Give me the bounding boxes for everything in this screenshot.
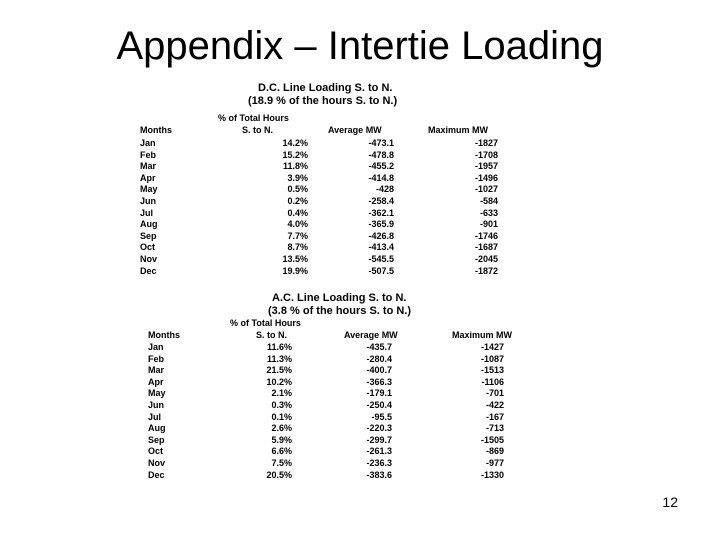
table-row [140,219,520,231]
table-row [146,400,546,412]
cell-avg: -400.7 [366,365,392,376]
cell-month: Jul [140,207,154,218]
cell-avg: -478.8 [368,149,394,160]
cell-avg: -365.9 [368,219,394,230]
cell-pct: 0.5% [287,184,308,195]
cell-max: -977 [485,458,504,468]
cell-month: Dec [148,469,165,480]
cell-pct: 14.2% [282,138,308,148]
table-row [140,150,520,162]
cell-max: -422 [485,400,504,410]
table-row [146,342,546,354]
cell-pct: 13.5% [282,254,308,264]
cell-pct: 15.2% [282,149,308,160]
cell-month: Oct [140,242,156,253]
cell-month: Sep [140,230,157,241]
cell-max: -1687 [474,242,498,253]
cell-month: Jan [140,138,156,148]
cell-avg: -280.4 [366,353,392,364]
ac-loading-table [146,290,546,490]
table-row [146,446,546,458]
cell-month: Nov [148,458,166,468]
cell-pct: 8.7% [287,242,308,253]
cell-avg: -258.4 [368,196,394,206]
cell-pct: 7.5% [271,458,292,468]
table-row [146,423,546,435]
table-row [140,161,520,173]
cell-pct: 7.7% [287,230,308,241]
cell-pct: 3.9% [287,172,308,183]
cell-pct: 5.9% [271,434,292,445]
cell-max: -167 [485,411,504,422]
cell-max: -1957 [474,161,498,172]
cell-pct: 11.3% [266,353,292,364]
cell-max: -1513 [480,365,504,376]
cell-pct: 0.4% [287,207,308,218]
cell-avg: -507.5 [368,265,394,276]
table-row [146,354,546,366]
cell-avg: -455.2 [368,161,394,172]
dc-max-header: Maximum MW [428,125,489,135]
cell-avg: -250.4 [366,400,392,410]
cell-avg: -428 [375,184,394,195]
cell-max: -1087 [480,353,504,364]
cell-max: -1027 [474,184,498,195]
cell-month: May [148,388,166,399]
ac-pct-header-line2: S. to N. [256,330,287,340]
cell-avg: -299.7 [366,434,392,445]
table-row [146,458,546,470]
cell-pct: 0.3% [271,400,292,410]
dc-table-subtitle: (18.9 % of the hours S. to N.) [248,95,398,107]
cell-avg: -179.1 [366,388,392,399]
table-row [146,412,546,424]
cell-avg: -426.8 [368,230,394,241]
cell-pct: 11.8% [282,161,308,172]
cell-month: Jul [148,411,162,422]
table-row [140,231,520,243]
table-row [146,365,546,377]
ac-pct-header-line1: % of Total Hours [230,318,301,328]
ac-table-subtitle: (3.8 % of the hours S. to N.) [268,305,412,317]
ac-months-header: Months [148,330,180,340]
cell-max: -869 [485,446,504,457]
cell-pct: 6.6% [271,446,292,457]
cell-avg: -261.3 [366,446,392,457]
cell-month: Sep [148,434,165,445]
cell-max: -2045 [474,254,498,264]
cell-avg: -414.8 [368,172,394,183]
cell-avg: -473.1 [368,138,394,148]
cell-month: Jun [140,196,157,206]
cell-max: -584 [479,196,498,206]
cell-pct: 4.0% [287,219,308,230]
cell-month: Mar [140,161,157,172]
cell-avg: -220.3 [366,423,392,434]
table-row [140,208,520,220]
cell-pct: 19.9% [282,265,308,276]
slide-title: Appendix – Intertie Loading [116,24,604,68]
cell-month: Dec [140,265,157,276]
cell-max: -1496 [474,172,498,183]
table-row [140,266,520,278]
cell-max: -1427 [480,342,504,352]
cell-max: -713 [485,423,504,434]
cell-pct: 2.1% [271,388,292,399]
cell-month: Aug [148,423,166,434]
page-number: 12 [662,494,678,510]
cell-avg: -435.7 [366,342,392,352]
cell-month: Nov [140,254,158,264]
cell-month: Feb [148,353,165,364]
cell-max: -1330 [480,469,504,480]
cell-avg: -95.5 [371,411,392,422]
table-row [146,377,546,389]
cell-max: -1827 [474,138,498,148]
dc-pct-header-line2: S. to N. [242,125,273,135]
cell-month: May [140,184,158,195]
cell-month: Feb [140,149,157,160]
table-row [140,254,520,266]
dc-months-header: Months [140,125,172,135]
dc-loading-table [140,82,520,292]
cell-month: Apr [140,172,156,183]
table-row [146,470,546,482]
table-row [140,138,520,150]
dc-table-title: D.C. Line Loading S. to N. [258,82,393,94]
cell-pct: 20.5% [266,469,292,480]
cell-avg: -236.3 [366,458,392,468]
cell-max: -1106 [481,376,504,387]
cell-month: Jun [148,400,165,410]
cell-month: Mar [148,365,165,376]
cell-month: Aug [140,219,158,230]
cell-max: -1708 [474,149,498,160]
cell-pct: 11.6% [266,342,292,352]
table-row [140,173,520,185]
dc-avg-header: Average MW [328,125,382,135]
cell-max: -1505 [480,434,504,445]
cell-month: Jan [148,342,164,352]
cell-pct: 0.1% [271,411,292,422]
table-row [146,388,546,400]
cell-pct: 0.2% [287,196,308,206]
cell-avg: -366.3 [366,376,392,387]
cell-max: -901 [479,219,498,230]
ac-table-title: A.C. Line Loading S. to N. [272,292,407,304]
cell-avg: -383.6 [366,469,392,480]
cell-month: Apr [148,376,164,387]
table-row [146,435,546,447]
cell-avg: -413.4 [368,242,394,253]
table-row [140,184,520,196]
ac-avg-header: Average MW [344,330,398,340]
cell-pct: 21.5% [266,365,292,376]
cell-pct: 2.6% [271,423,292,434]
ac-max-header: Maximum MW [452,330,513,340]
cell-pct: 10.2% [266,376,292,387]
cell-max: -701 [485,388,504,399]
dc-pct-header-line1: % of Total Hours [218,113,289,123]
cell-max: -633 [479,207,498,218]
table-row [140,242,520,254]
cell-avg: -545.5 [368,254,394,264]
table-row [140,196,520,208]
cell-max: -1746 [474,230,498,241]
cell-avg: -362.1 [368,207,394,218]
cell-max: -1872 [474,265,498,276]
cell-month: Oct [148,446,164,457]
